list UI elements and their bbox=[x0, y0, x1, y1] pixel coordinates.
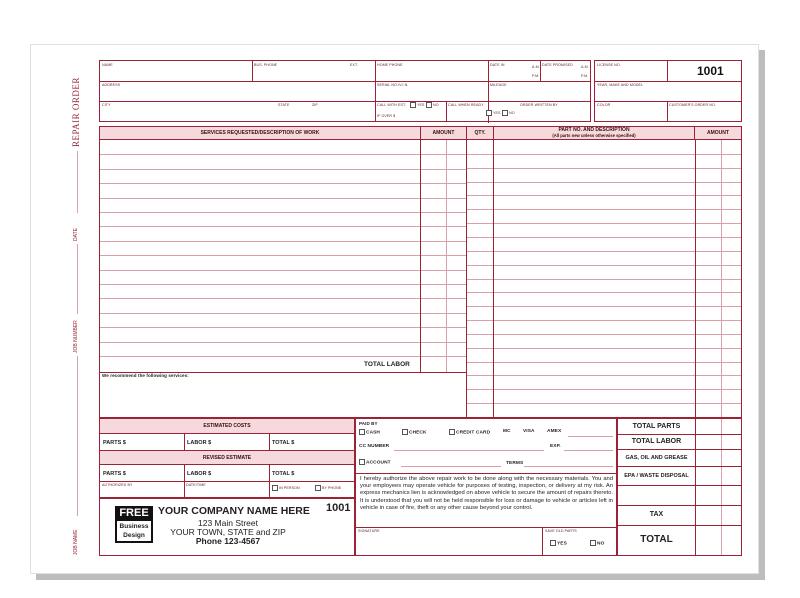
payment-box bbox=[355, 418, 617, 556]
date-in-am-label: A.M. bbox=[532, 65, 540, 69]
parts-row-line bbox=[467, 348, 741, 349]
recommend-label: We recommend the following services: bbox=[102, 373, 189, 378]
save-parts-no[interactable]: NO bbox=[590, 540, 604, 546]
checkbox-icon[interactable] bbox=[315, 485, 321, 491]
est-parts-label: PARTS $ bbox=[103, 440, 126, 446]
company-form-number: 1001 bbox=[326, 502, 351, 514]
checkbox-icon[interactable] bbox=[410, 102, 416, 108]
parts-row-line bbox=[467, 292, 741, 293]
service-row-line bbox=[100, 212, 466, 213]
company-logo bbox=[115, 506, 153, 543]
mc-label: MC bbox=[503, 429, 511, 434]
save-parts-yes[interactable]: YES bbox=[550, 540, 567, 546]
qty-header: QTY. bbox=[467, 127, 493, 140]
parts-row-line bbox=[467, 237, 741, 238]
services-amount-header: AMOUNT bbox=[420, 127, 466, 140]
terms-label: TERMS bbox=[506, 461, 524, 466]
credit-card-option[interactable]: CREDIT CARD bbox=[449, 429, 490, 435]
services-header: SERVICES REQUESTED/DESCRIPTION OF WORK bbox=[100, 127, 420, 140]
logo-design-text: Design bbox=[123, 532, 145, 539]
checkbox-icon[interactable] bbox=[486, 110, 492, 116]
logo-inner bbox=[117, 521, 151, 541]
checkbox-icon[interactable] bbox=[502, 110, 508, 116]
customer-order-no-label: CUSTOMER'S ORDER NO. bbox=[669, 103, 716, 107]
logo-business-text: Business bbox=[119, 523, 149, 530]
estimated-costs-header: ESTIMATED COSTS bbox=[100, 419, 354, 434]
side-title: REPAIR ORDER bbox=[71, 77, 81, 147]
parts-header-line1: PART NO. AND DESCRIPTION bbox=[558, 127, 630, 133]
in-person-option[interactable]: IN PERSON bbox=[272, 485, 300, 491]
cc-number-label: CC NUMBER bbox=[359, 444, 390, 449]
zip-label: ZIP bbox=[312, 103, 318, 107]
service-row-line bbox=[100, 255, 466, 256]
service-row-line bbox=[100, 154, 466, 155]
company-box bbox=[99, 498, 355, 556]
parts-row-line bbox=[467, 209, 741, 210]
authorization-text: I hereby authorize the above repair work to be done along with the necessary materials. You and your employees may operate vehicle for purposes of testing, inspection, or delivery at my risk. An express mechanics lien is acknowledged on above vehicle to secure the amount of repairs thereto. It is understood that you will not be held responsible for loss or damage to vehicle or articles left in vehicle in case of fire, theft or any other cause beyond your control. bbox=[360, 476, 613, 511]
home-phone-label: HOME PHONE bbox=[377, 63, 403, 67]
call-ready-no[interactable]: NO bbox=[502, 110, 515, 116]
parts-row-line bbox=[467, 279, 741, 280]
account-option[interactable]: ACCOUNT bbox=[359, 459, 391, 465]
est-total-label: TOTAL $ bbox=[272, 440, 295, 446]
call-with-est-label: CALL WITH EST. bbox=[377, 103, 407, 107]
vehicle-info-box bbox=[594, 60, 742, 122]
checkbox-icon[interactable] bbox=[272, 485, 278, 491]
call-when-ready-label: CALL WHEN READY bbox=[448, 103, 484, 107]
parts-row-line bbox=[467, 168, 741, 169]
side-job-number-label: JOB NUMBER bbox=[73, 320, 79, 353]
checkbox-icon[interactable] bbox=[590, 540, 596, 546]
totals-row-label bbox=[618, 485, 695, 505]
date-promised-am-label: A.M. bbox=[581, 65, 589, 69]
service-row-line bbox=[100, 342, 466, 343]
service-row-line bbox=[100, 356, 466, 357]
rev-total-label: TOTAL $ bbox=[272, 471, 295, 477]
parts-row-line bbox=[467, 306, 741, 307]
city-label: CITY bbox=[102, 103, 111, 107]
totals-box bbox=[617, 418, 742, 556]
service-row-line bbox=[100, 241, 466, 242]
order-written-by-label: ORDER WRITTEN BY bbox=[520, 103, 558, 107]
service-row-line bbox=[100, 298, 466, 299]
parts-row-line bbox=[467, 223, 741, 224]
serial-no-label: SERIAL NO./V.I.N. bbox=[377, 83, 409, 87]
authorized-by-label: AUTHORIZED BY bbox=[102, 483, 133, 487]
totals-row-label: TOTAL PARTS bbox=[632, 422, 681, 430]
side-divider bbox=[77, 356, 78, 516]
checkbox-icon[interactable] bbox=[550, 540, 556, 546]
side-divider bbox=[77, 151, 78, 213]
service-row-line bbox=[100, 327, 466, 328]
color-label: COLOR bbox=[597, 103, 611, 107]
date-promised-pm-label: P.M. bbox=[581, 74, 589, 78]
parts-header bbox=[493, 127, 695, 140]
checkbox-icon[interactable] bbox=[402, 429, 408, 435]
totals-row-label: TAX bbox=[649, 511, 664, 518]
customer-info-box bbox=[99, 60, 591, 122]
call-ready-yes[interactable]: YES bbox=[486, 110, 501, 116]
totals-row-label: GAS, OIL AND GREASE bbox=[625, 454, 688, 461]
date-in-label: DATE IN bbox=[490, 63, 505, 67]
main-work-area bbox=[99, 126, 742, 418]
bus-phone-label: BUS. PHONE bbox=[254, 63, 278, 67]
side-date-label: DATE bbox=[73, 228, 79, 241]
exp-label: EXP. bbox=[550, 444, 561, 449]
total-labor-label: TOTAL LABOR bbox=[364, 361, 410, 368]
rev-parts-label: PARTS $ bbox=[103, 471, 126, 477]
parts-row-line bbox=[467, 265, 741, 266]
parts-row-line bbox=[467, 320, 741, 321]
cash-option[interactable]: CASH bbox=[359, 429, 380, 435]
parts-row-line bbox=[467, 334, 741, 335]
side-divider bbox=[77, 244, 78, 314]
name-label: NAME bbox=[102, 63, 113, 67]
logo-free-text: FREE bbox=[119, 507, 149, 519]
service-row-line bbox=[100, 169, 466, 170]
service-row-line bbox=[100, 284, 466, 285]
signature-label: SIGNATURE bbox=[358, 529, 380, 533]
rev-labor-label: LABOR $ bbox=[187, 471, 212, 477]
totals-row-label: TOTAL bbox=[640, 534, 673, 545]
state-label: STATE bbox=[278, 103, 290, 107]
save-old-parts-label: SAVE OLD PARTS bbox=[545, 529, 577, 533]
parts-header-line2: (All parts new unless otherwise specified) bbox=[552, 133, 636, 138]
address-label: ADDRESS bbox=[102, 83, 121, 87]
service-row-line bbox=[100, 183, 466, 184]
company-address bbox=[158, 519, 298, 546]
parts-row-line bbox=[467, 251, 741, 252]
revised-estimate-header: REVISED ESTIMATE bbox=[100, 450, 354, 465]
parts-row-line bbox=[467, 375, 741, 376]
date-in-pm-label: P.M. bbox=[532, 74, 540, 78]
parts-row-line bbox=[467, 154, 741, 155]
call-est-no[interactable]: NO bbox=[426, 102, 439, 108]
service-row-line bbox=[100, 198, 466, 199]
service-row-line bbox=[100, 226, 466, 227]
if-over-label: IF OVER $ bbox=[377, 114, 396, 118]
checkbox-icon[interactable] bbox=[359, 459, 365, 465]
mileage-label: MILEAGE bbox=[490, 83, 507, 87]
est-labor-label: LABOR $ bbox=[187, 440, 212, 446]
checkbox-icon[interactable] bbox=[449, 429, 455, 435]
visa-label: VISA bbox=[523, 429, 535, 434]
company-city-line: YOUR TOWN, STATE and ZIP bbox=[170, 527, 286, 537]
parts-row-line bbox=[467, 389, 741, 390]
parts-row-line bbox=[467, 362, 741, 363]
parts-row-line bbox=[467, 182, 741, 183]
company-street: 123 Main Street bbox=[197, 518, 258, 528]
parts-row-line bbox=[467, 403, 741, 404]
side-job-name-label: JOB NAME bbox=[73, 529, 79, 555]
call-est-yes[interactable]: YES bbox=[410, 102, 425, 108]
company-phone: Phone 123-4567 bbox=[195, 536, 261, 546]
parts-row-line bbox=[467, 195, 741, 196]
service-row-line bbox=[100, 313, 466, 314]
license-no-label: LICENSE NO. bbox=[597, 63, 621, 67]
ext-label: EXT. bbox=[350, 63, 358, 67]
checkbox-icon[interactable] bbox=[426, 102, 432, 108]
year-make-model-label: YEAR, MAKE AND MODEL bbox=[597, 83, 644, 87]
amex-label: AMEX bbox=[547, 429, 562, 434]
check-option[interactable]: CHECK bbox=[402, 429, 427, 435]
checkbox-icon[interactable] bbox=[359, 429, 365, 435]
estimate-box bbox=[99, 418, 355, 498]
totals-row-label: EPA / WASTE DISPOSAL bbox=[624, 472, 689, 479]
repair-order-form bbox=[30, 44, 759, 574]
totals-row-label: TOTAL LABOR bbox=[631, 437, 682, 445]
service-row-line bbox=[100, 270, 466, 271]
form-number: 1001 bbox=[697, 64, 724, 78]
paid-by-label: PAID BY bbox=[359, 421, 378, 426]
by-phone-option[interactable]: BY PHONE bbox=[315, 485, 341, 491]
parts-amount-header: AMOUNT bbox=[695, 127, 741, 140]
date-time-label: DATE/TIME bbox=[186, 483, 206, 487]
company-name: YOUR COMPANY NAME HERE bbox=[158, 505, 310, 517]
date-promised-label: DATE PROMISED bbox=[542, 63, 573, 67]
